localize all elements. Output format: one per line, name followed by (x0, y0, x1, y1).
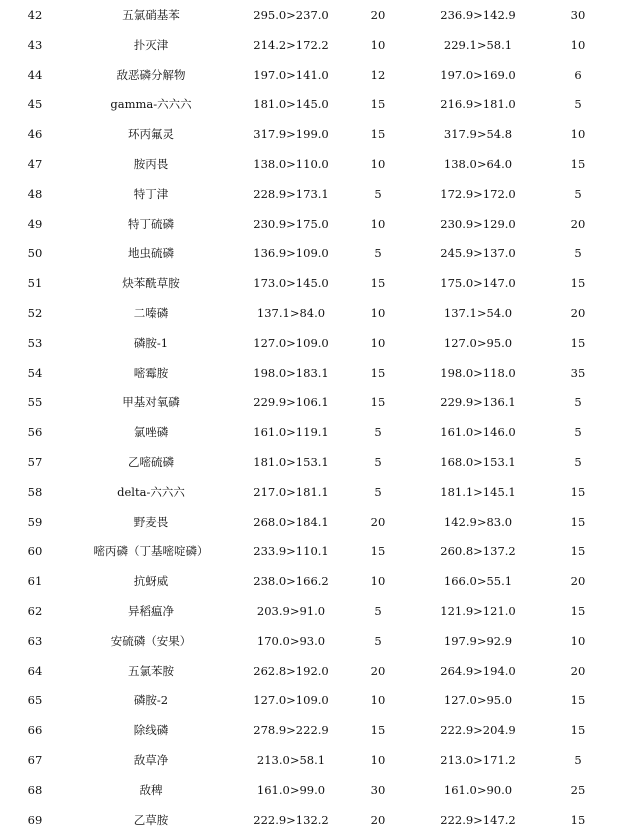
table-row (0, 358, 624, 388)
quantifier-collision-energy: 15 (370, 723, 386, 738)
qualifier-transition: 264.9>194.0 (440, 663, 516, 678)
table-row (0, 149, 624, 179)
quantifier-collision-energy: 15 (370, 365, 386, 380)
quantifier-transition: 228.9>173.1 (253, 186, 329, 201)
quantifier-transition: 278.9>222.9 (253, 723, 329, 738)
row-number: 43 (27, 37, 43, 52)
quantifier-transition: 213.0>58.1 (256, 753, 326, 767)
qualifier-collision-energy: 35 (570, 365, 586, 380)
table-row (0, 417, 624, 447)
compound-name: 野麦畏 (133, 514, 169, 529)
qualifier-collision-energy: 15 (570, 693, 586, 708)
quantifier-collision-energy: 5 (374, 455, 382, 469)
quantifier-collision-energy: 12 (370, 67, 386, 82)
qualifier-collision-energy: 5 (574, 246, 582, 261)
table-row (0, 745, 624, 775)
row-number: 57 (27, 455, 43, 469)
quantifier-transition: 181.0>145.0 (253, 97, 329, 112)
compound-name: 磷胺-1 (133, 335, 169, 350)
table-row (0, 328, 624, 358)
qualifier-transition: 172.9>172.0 (440, 186, 516, 201)
quantifier-transition: 170.0>93.0 (256, 633, 326, 648)
quantifier-collision-energy: 10 (370, 157, 386, 171)
compound-name: 胺丙畏 (133, 157, 169, 171)
row-number: 68 (27, 782, 43, 797)
compound-name: 磷胺-2 (133, 693, 169, 708)
quantifier-collision-energy: 10 (370, 37, 386, 52)
qualifier-transition: 198.0>118.0 (440, 365, 516, 380)
qualifier-collision-energy: 15 (570, 812, 586, 827)
row-number: 49 (27, 216, 43, 231)
row-number: 51 (27, 276, 43, 291)
qualifier-transition: 142.9>83.0 (443, 514, 513, 529)
compound-name: 甲基对氧磷 (122, 395, 180, 410)
quantifier-transition: 233.9>110.1 (253, 544, 329, 559)
quantifier-transition: 136.9>109.0 (253, 246, 329, 261)
quantifier-transition: 173.0>145.0 (253, 276, 329, 291)
qualifier-transition: 197.9>92.9 (443, 633, 513, 648)
qualifier-transition: 168.0>153.1 (440, 455, 516, 469)
quantifier-collision-energy: 10 (370, 216, 386, 231)
row-number: 59 (27, 514, 43, 529)
quantifier-transition: 222.9>132.2 (253, 812, 329, 827)
qualifier-collision-energy: 5 (574, 186, 582, 201)
compound-name: 嘧丙磷（丁基嘧啶磷） (93, 544, 209, 559)
quantifier-collision-energy: 10 (370, 335, 386, 350)
qualifier-transition: 260.8>137.2 (440, 544, 516, 559)
row-number: 58 (27, 484, 43, 499)
quantifier-collision-energy: 10 (370, 306, 386, 320)
qualifier-collision-energy: 15 (570, 157, 586, 171)
qualifier-collision-energy: 5 (574, 97, 582, 112)
qualifier-collision-energy: 15 (570, 335, 586, 350)
compound-name: 扑灭津 (133, 37, 169, 52)
quantifier-collision-energy: 5 (374, 484, 382, 499)
row-number: 50 (27, 246, 43, 261)
row-number: 65 (27, 693, 43, 708)
quantifier-collision-energy: 15 (370, 276, 386, 291)
quantifier-collision-energy: 5 (374, 604, 382, 618)
qualifier-collision-energy: 20 (570, 216, 586, 231)
qualifier-transition: 138.0>64.0 (443, 157, 513, 171)
qualifier-collision-energy: 5 (574, 753, 582, 767)
quantifier-transition: 181.0>153.1 (253, 455, 329, 469)
quantifier-transition: 238.0>166.2 (253, 574, 329, 589)
qualifier-transition: 230.9>129.0 (440, 216, 516, 231)
quantifier-transition: 127.0>109.0 (253, 693, 329, 708)
compound-name: 安硫磷（安果） (110, 633, 192, 648)
row-number: 69 (27, 812, 43, 827)
quantifier-transition: 138.0>110.0 (253, 157, 329, 171)
quantifier-transition: 229.9>106.1 (253, 395, 329, 410)
compound-name: 特丁硫磷 (128, 216, 174, 231)
compound-name: 五氯硝基苯 (122, 8, 180, 22)
qualifier-transition: 127.0>95.0 (443, 693, 513, 708)
table-row (0, 268, 624, 298)
quantifier-transition: 262.8>192.0 (253, 663, 329, 678)
compound-name: 二嗪磷 (133, 306, 169, 320)
qualifier-collision-energy: 10 (570, 127, 586, 142)
row-number: 60 (27, 544, 43, 559)
compound-name: 特丁津 (133, 186, 169, 201)
compound-name: 地虫硫磷 (128, 246, 174, 261)
qualifier-collision-energy: 10 (570, 37, 586, 52)
qualifier-collision-energy: 15 (570, 604, 586, 618)
quantifier-collision-energy: 15 (370, 97, 386, 112)
quantifier-transition: 230.9>175.0 (253, 216, 329, 231)
qualifier-collision-energy: 15 (570, 514, 586, 529)
quantifier-collision-energy: 20 (370, 8, 386, 22)
quantifier-collision-energy: 30 (370, 782, 386, 797)
qualifier-collision-energy: 10 (570, 633, 586, 648)
table-row (0, 387, 624, 417)
quantifier-transition: 317.9>199.0 (253, 127, 329, 142)
qualifier-transition: 245.9>137.0 (440, 246, 516, 261)
row-number: 48 (27, 186, 43, 201)
qualifier-transition: 216.9>181.0 (440, 97, 516, 112)
quantifier-transition: 198.0>183.1 (253, 365, 329, 380)
quantifier-transition: 197.0>141.0 (253, 67, 329, 82)
qualifier-collision-energy: 30 (570, 8, 586, 22)
table-row (0, 626, 624, 656)
qualifier-transition: 137.1>54.0 (443, 306, 513, 320)
qualifier-transition: 229.9>136.1 (440, 395, 516, 410)
qualifier-transition: 175.0>147.0 (440, 276, 516, 291)
row-number: 45 (27, 97, 43, 112)
table-row (0, 209, 624, 239)
qualifier-transition: 236.9>142.9 (440, 8, 516, 22)
qualifier-collision-energy: 5 (574, 395, 582, 410)
quantifier-collision-energy: 10 (370, 574, 386, 589)
qualifier-collision-energy: 20 (570, 663, 586, 678)
row-number: 44 (27, 67, 43, 82)
quantifier-transition: 295.0>237.0 (253, 8, 329, 22)
quantifier-collision-energy: 10 (370, 753, 386, 767)
row-number: 42 (27, 8, 43, 22)
quantifier-collision-energy: 20 (370, 812, 386, 827)
qualifier-transition: 161.0>146.0 (440, 425, 516, 440)
row-number: 52 (27, 306, 43, 320)
row-number: 54 (27, 365, 43, 380)
quantifier-collision-energy: 5 (374, 633, 382, 648)
qualifier-transition: 161.0>90.0 (443, 782, 513, 797)
compound-name: delta-六六六 (117, 484, 185, 499)
compound-name: 乙草胺 (133, 812, 169, 827)
table-row (0, 507, 624, 537)
quantifier-collision-energy: 5 (374, 425, 382, 440)
row-number: 63 (27, 633, 43, 648)
qualifier-collision-energy: 20 (570, 306, 586, 320)
row-number: 56 (27, 425, 43, 440)
quantifier-transition: 214.2>172.2 (253, 37, 329, 52)
table-row (0, 298, 624, 328)
compound-name: 异稻瘟净 (128, 604, 174, 618)
qualifier-transition: 317.9>54.8 (443, 127, 513, 142)
compound-name: 嘧霉胺 (133, 365, 169, 380)
quantifier-transition: 217.0>181.1 (253, 484, 329, 499)
qualifier-collision-energy: 15 (570, 544, 586, 559)
compound-name: 抗蚜威 (133, 574, 169, 589)
table-row (0, 179, 624, 209)
row-number: 64 (27, 663, 43, 678)
quantifier-transition: 161.0>99.0 (256, 782, 326, 797)
row-number: 53 (27, 335, 43, 350)
row-number: 66 (27, 723, 43, 738)
compound-name: 乙嘧硫磷 (128, 455, 174, 469)
qualifier-collision-energy: 5 (574, 455, 582, 469)
quantifier-collision-energy: 20 (370, 663, 386, 678)
row-number: 46 (27, 127, 43, 142)
table-row (0, 656, 624, 686)
quantifier-collision-energy: 5 (374, 186, 382, 201)
qualifier-transition: 229.1>58.1 (443, 37, 513, 52)
compound-name: 五氯苯胺 (128, 663, 174, 678)
quantifier-collision-energy: 15 (370, 127, 386, 142)
qualifier-transition: 213.0>171.2 (440, 753, 516, 767)
qualifier-collision-energy: 25 (570, 782, 586, 797)
qualifier-collision-energy: 20 (570, 574, 586, 589)
row-number: 47 (27, 157, 43, 171)
quantifier-transition: 161.0>119.1 (253, 425, 329, 440)
row-number: 55 (27, 395, 43, 410)
table-row (0, 30, 624, 60)
table-row (0, 119, 624, 149)
quantifier-transition: 203.9>91.0 (256, 604, 326, 618)
row-number: 61 (27, 574, 43, 589)
compound-name: 敌草净 (133, 753, 169, 767)
qualifier-transition: 222.9>204.9 (440, 723, 516, 738)
qualifier-transition: 197.0>169.0 (440, 67, 516, 82)
qualifier-collision-energy: 15 (570, 723, 586, 738)
compound-name: 敌稗 (139, 782, 163, 797)
quantifier-collision-energy: 15 (370, 544, 386, 559)
compound-name: 炔苯酰草胺 (122, 276, 180, 291)
quantifier-transition: 268.0>184.1 (253, 514, 329, 529)
row-number: 62 (27, 604, 43, 618)
quantifier-collision-energy: 5 (374, 246, 382, 261)
table-row (0, 685, 624, 715)
qualifier-collision-energy: 15 (570, 484, 586, 499)
table-row (0, 566, 624, 596)
quantifier-transition: 127.0>109.0 (253, 335, 329, 350)
compound-name: 除线磷 (133, 723, 169, 738)
table-row (0, 536, 624, 566)
table-row (0, 715, 624, 745)
compound-name: 氯唑磷 (133, 425, 169, 440)
qualifier-transition: 222.9>147.2 (440, 812, 516, 827)
qualifier-transition: 121.9>121.0 (440, 604, 516, 618)
table-row (0, 60, 624, 90)
qualifier-transition: 127.0>95.0 (443, 335, 513, 350)
quantifier-collision-energy: 20 (370, 514, 386, 529)
table-row (0, 775, 624, 805)
compound-name: 环丙氟灵 (128, 127, 174, 142)
table-row (0, 805, 624, 835)
quantifier-collision-energy: 10 (370, 693, 386, 708)
qualifier-transition: 166.0>55.1 (443, 574, 513, 589)
table-row (0, 447, 624, 477)
compound-name: 敌恶磷分解物 (116, 67, 186, 82)
quantifier-collision-energy: 15 (370, 395, 386, 410)
table-row (0, 477, 624, 507)
qualifier-collision-energy: 5 (574, 425, 582, 440)
table-row (0, 0, 624, 30)
quantifier-transition: 137.1>84.0 (256, 306, 326, 320)
qualifier-transition: 181.1>145.1 (440, 484, 516, 499)
qualifier-collision-energy: 15 (570, 276, 586, 291)
table-row (0, 238, 624, 268)
compound-name: gamma-六六六 (110, 97, 192, 112)
table-row (0, 89, 624, 119)
qualifier-collision-energy: 6 (574, 67, 582, 82)
row-number: 67 (27, 753, 43, 767)
table-row (0, 596, 624, 626)
